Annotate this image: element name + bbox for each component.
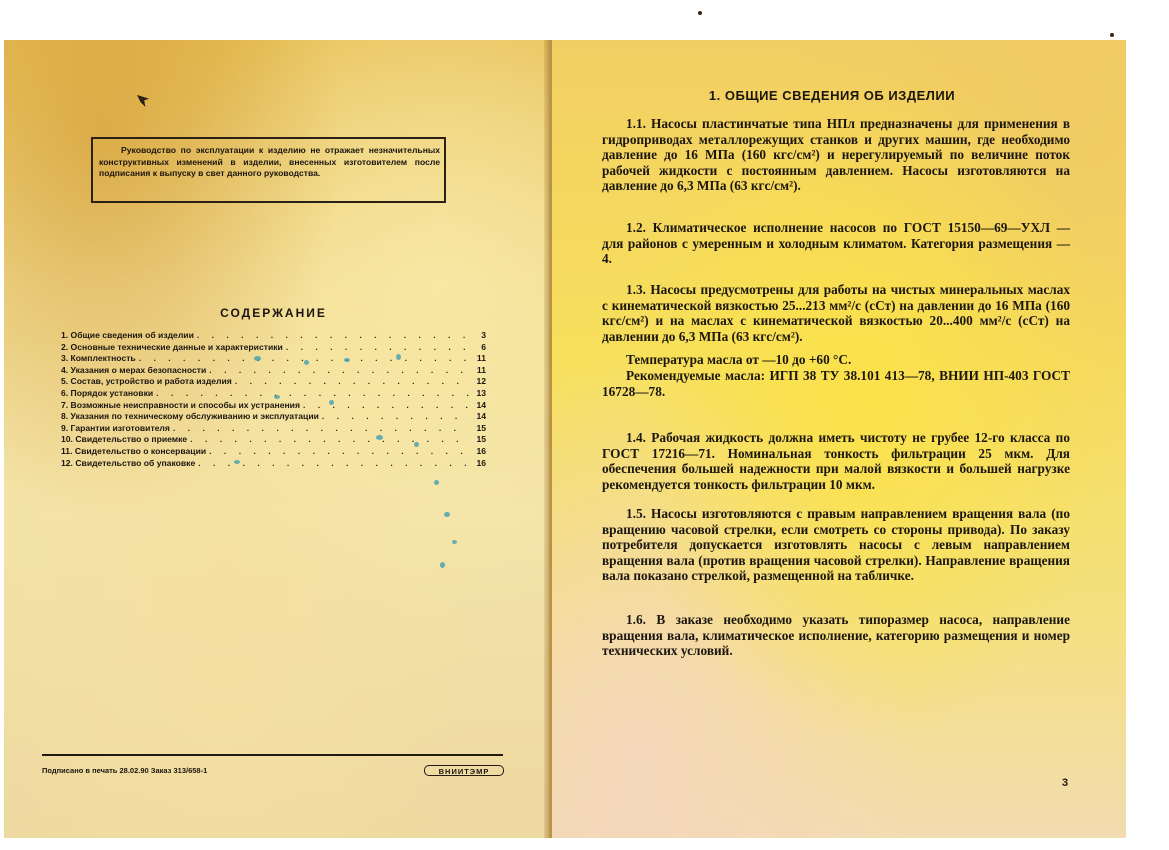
ink-stain <box>274 395 280 399</box>
publisher-logo: ВНИИТЭМР <box>424 765 504 776</box>
ink-stain <box>434 480 439 485</box>
toc-label: 10. Свидетельство о приемке <box>61 434 188 445</box>
toc-leader-dots <box>303 400 469 410</box>
ink-stain <box>414 442 419 447</box>
ink-stain <box>344 358 350 362</box>
toc-leader-dots <box>286 342 469 352</box>
oil-temperature: Температура масла от —10 до +60 °С. <box>626 352 852 367</box>
toc-row <box>61 458 486 470</box>
recommended-oils: Рекомендуемые масла: ИГП 38 ТУ 38.101 413—78, ВНИИ НП-403 ГОСТ 16728—78. <box>602 368 1070 399</box>
left-page <box>4 40 549 838</box>
toc-label: 4. Указания о мерах безопасности <box>61 364 207 375</box>
ink-stain <box>376 435 383 440</box>
toc-row <box>61 342 486 354</box>
toc-page-number: 14 <box>476 411 486 422</box>
toc-label: 12. Свидетельство об упаковке <box>61 457 196 468</box>
paragraph-1-4: 1.4. Рабочая жидкость должна иметь чистоту не грубее 12-го класса по ГОСТ 17216—71. Номинальная тонкость фильтрации 25 мкм. Для обеспечения большей надежности при малой вязкости и большей нагрузке рекомендуется тонкость фильтрации 10 мкм. <box>602 430 1070 492</box>
toc-label: 8. Указания по техническому обслуживанию и эксплуатации <box>61 411 319 422</box>
toc-leader-dots <box>235 376 469 386</box>
toc-leader-dots <box>197 330 469 340</box>
toc-row <box>61 376 486 388</box>
toc-leader-dots <box>190 434 469 444</box>
toc-title: СОДЕРЖАНИЕ <box>220 306 327 320</box>
toc-label: 1. Общие сведения об изделии <box>61 330 194 340</box>
revision-notice-box: Руководство по эксплуатации к изделию не отражает незначительных конструктивных изменений в изделии, внесенных изготовителем после подписания к выпуску в свет данного руководства. <box>91 137 446 203</box>
paragraph-1-2: 1.2. Климатическое исполнение насосов по ГОСТ 15150—69—УХЛ — для районов с умеренным и холодным климатом. Категория размещения — 4. <box>602 220 1070 266</box>
toc-row <box>61 353 486 365</box>
toc-label: 5. Состав, устройство и работа изделия <box>61 376 232 387</box>
imprint-line: Подписано в печать 28.02.90 Заказ 313/658-1 <box>42 766 208 775</box>
page-number: 3 <box>1062 777 1069 789</box>
toc-label: 2. Основные технические данные и характеристики <box>61 341 283 352</box>
toc-page-number: 12 <box>476 376 486 387</box>
section-title: 1. ОБЩИЕ СВЕДЕНИЯ ОБ ИЗДЕЛИИ <box>708 88 956 103</box>
toc-label: 6. Порядок установки <box>61 387 154 398</box>
toc-label: 11. Свидетельство о консервации <box>61 445 207 456</box>
dust-speck <box>698 11 702 15</box>
toc-page-number: 11 <box>476 353 486 364</box>
ink-stain <box>304 360 309 365</box>
toc-row <box>61 411 486 423</box>
toc-row <box>61 330 486 342</box>
toc-page-number: 13 <box>476 387 486 398</box>
ink-stain <box>254 356 261 361</box>
toc-leader-dots <box>209 365 469 375</box>
footer-rule <box>42 754 503 756</box>
toc-row <box>61 400 486 412</box>
toc-page-number: 3 <box>481 330 486 340</box>
paragraph-1-3: 1.3. Насосы предусмотрены для работы на чистых минеральных маслах с кинематической вязкостью 25...213 мм²/с (сСт) на давлении до 16 МПа (160 кгс/см²) и на маслах с кинематической вязкостью 20...400 мм²/с (сСт) на давлении до 6,3 МПа (63 кгс/см²). <box>602 282 1070 344</box>
ink-stain <box>329 400 334 405</box>
stain-mark <box>137 95 149 107</box>
toc-leader-dots <box>173 423 469 433</box>
dust-speck <box>1110 33 1114 37</box>
ink-stain <box>452 540 457 544</box>
toc-row <box>61 446 486 458</box>
toc-leader-dots <box>322 411 469 421</box>
toc-page-number: 14 <box>476 399 486 410</box>
toc-leader-dots <box>209 446 469 456</box>
toc-row <box>61 423 486 435</box>
book-spread <box>4 40 1126 838</box>
toc-page-number: 15 <box>476 434 486 445</box>
paragraph-1-6: 1.6. В заказе необходимо указать типоразмер насоса, направление вращения вала, климатическое исполнение, категорию размещения и номер технических условий. <box>602 612 1070 658</box>
ink-stain <box>396 354 401 360</box>
ink-stain <box>444 512 450 517</box>
toc-page-number: 15 <box>476 422 486 433</box>
toc-page-number: 16 <box>476 445 486 456</box>
table-of-contents <box>61 330 486 469</box>
toc-row <box>61 434 486 446</box>
toc-row <box>61 365 486 377</box>
toc-label: 9. Гарантии изготовителя <box>61 422 170 433</box>
toc-leader-dots <box>156 388 469 398</box>
toc-page-number: 11 <box>476 364 486 375</box>
ink-stain <box>234 460 240 464</box>
paragraph-1-1: 1.1. Насосы пластинчатые типа НПл предназначены для применения в гидроприводах металлорежущих станков и других машин, где необходимо давление до 16 МПа (160 кгс/см²) и нерегулируемый по величине поток рабочей жидкости с постоянным давлением. Насосы изготовляются на давление до 6,3 МПа (63 кгс/см²). <box>602 116 1070 193</box>
toc-page-number: 6 <box>481 341 486 352</box>
paragraph-1-5: 1.5. Насосы изготовляются с правым направлением вращения вала (по вращению часовой стрелки, если смотреть со стороны привода). По заказу потребителя допускается изготовлять насосы с левым направлением вращения вала (против вращения часовой стрелки). Направление вращения вала показано стрелкой, размещенной на табличке. <box>602 506 1070 583</box>
toc-page-number: 16 <box>476 457 486 468</box>
ink-stain <box>440 562 445 568</box>
toc-label: 7. Возможные неисправности и способы их устранения <box>61 399 300 410</box>
right-page <box>552 40 1126 838</box>
toc-label: 3. Комплектность <box>61 353 136 364</box>
